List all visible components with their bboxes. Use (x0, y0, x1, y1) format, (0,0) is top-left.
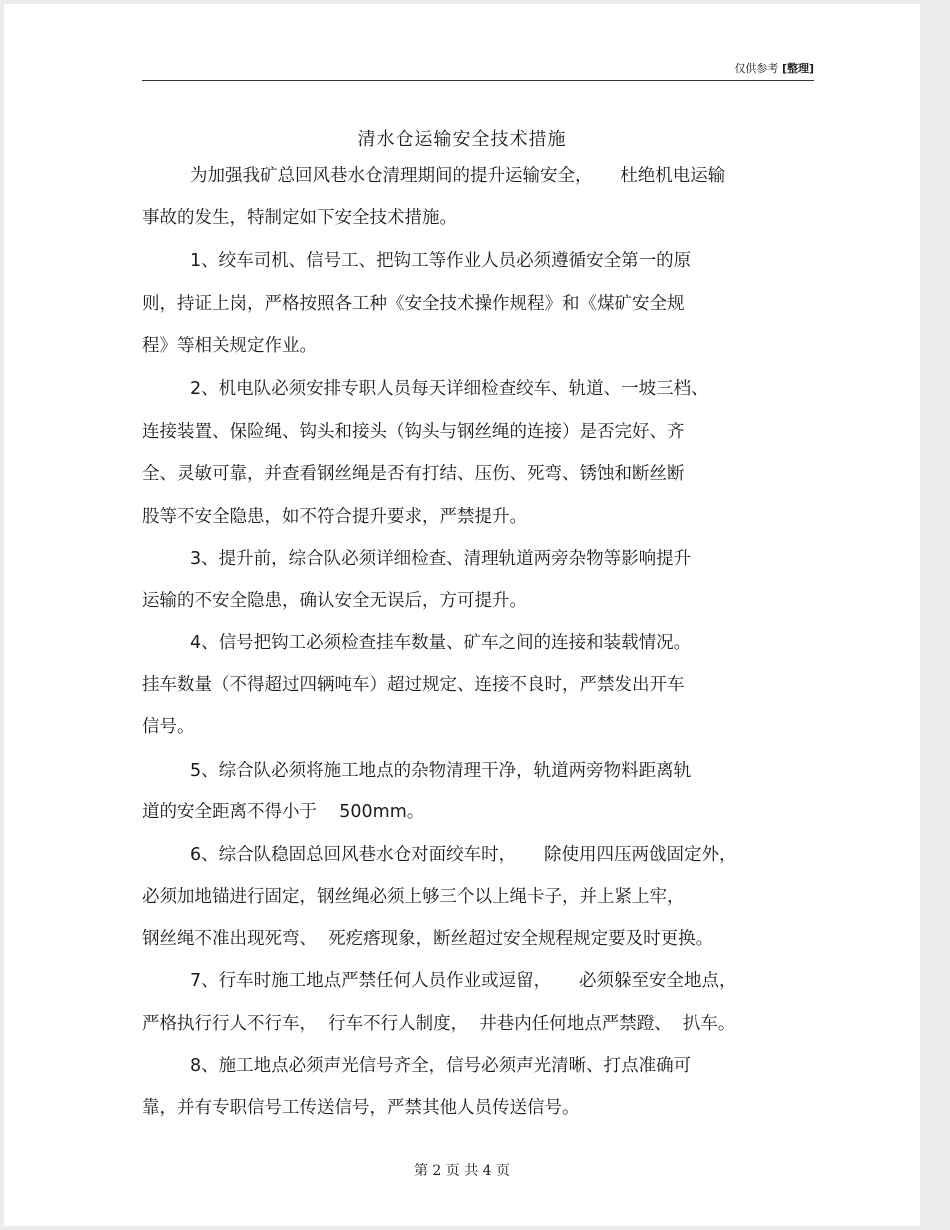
paragraph-line: 股等不安全隐患，如不符合提升要求，严禁提升。 (142, 507, 527, 527)
header-text: 仅供参考 (734, 62, 779, 75)
paragraph-line: 严格执行行人不行车， 行车不行人制度， 井巷内任何地点严禁蹬、 扒车。 (142, 1014, 736, 1034)
paragraph-line: 连接装置、保险绳、钩头和接头（钩头与钢丝绳的连接）是否完好、齐 (142, 422, 685, 442)
paragraph-line: 1、绞车司机、信号工、把钩工等作业人员必须遵循安全第一的原 (190, 251, 692, 271)
paragraph-line: 程》等相关规定作业。 (142, 336, 317, 356)
page-header (142, 62, 814, 81)
paragraph-line: 道的安全距离不得小于 500mm。 (142, 802, 425, 822)
paragraph-line: 信号。 (142, 717, 195, 737)
paragraph-line: 3、提升前，综合队必须详细检查、清理轨道两旁杂物等影响提升 (190, 549, 692, 569)
paragraph-line: 必须加地锚进行固定，钢丝绳必须上够三个以上绳卡子，并上紧上牢， (142, 887, 685, 907)
paragraph-line: 7、行车时施工地点严禁任何人员作业或逗留， 必须躲至安全地点， (190, 971, 737, 991)
page-footer: 第 2 页 共 4 页 (413, 1163, 511, 1179)
paragraph-line: 运输的不安全隐患，确认安全无误后，方可提升。 (142, 591, 527, 611)
paragraph-line: 靠，并有专职信号工传送信号，严禁其他人员传送信号。 (142, 1098, 580, 1118)
paragraph-line: 6、综合队稳固总回风巷水仓对面绞车时， 除使用四压两戗固定外， (190, 845, 737, 865)
paragraph-line: 5、综合队必须将施工地点的杂物清理干净，轨道两旁物料距离轨 (190, 761, 692, 781)
paragraph-line: 2、机电队必须安排专职人员每天详细检查绞车、轨道、一坡三档、 (190, 379, 709, 399)
document-page (4, 4, 920, 1226)
paragraph-line: 为加强我矿总回风巷水仓清理期间的提升运输安全， 杜绝机电运输 (190, 166, 726, 186)
paragraph-line: 则，持证上岗，严格按照各工种《安全技术操作规程》和《煤矿安全规 (142, 294, 685, 314)
paragraph-line: 全、灵敏可靠，并查看钢丝绳是否有打结、压伤、死弯、锈蚀和断丝断 (142, 464, 685, 484)
paragraph-line: 8、施工地点必须声光信号齐全，信号必须声光清晰、打点准确可 (190, 1056, 692, 1076)
document-title: 清水仓运输安全技术措施 (357, 129, 567, 150)
header-tag: [整理] (781, 62, 814, 75)
paragraph-line: 事故的发生，特制定如下安全技术措施。 (142, 208, 457, 228)
paragraph-line: 4、信号把钩工必须检查挂车数量、矿车之间的连接和装载情况。 (190, 633, 692, 653)
paragraph-line: 挂车数量（不得超过四辆吨车）超过规定、连接不良时，严禁发出开车 (142, 675, 685, 695)
paragraph-line: 钢丝绳不准出现死弯、 死疙瘩现象，断丝超过安全规程规定要及时更换。 (142, 929, 714, 949)
